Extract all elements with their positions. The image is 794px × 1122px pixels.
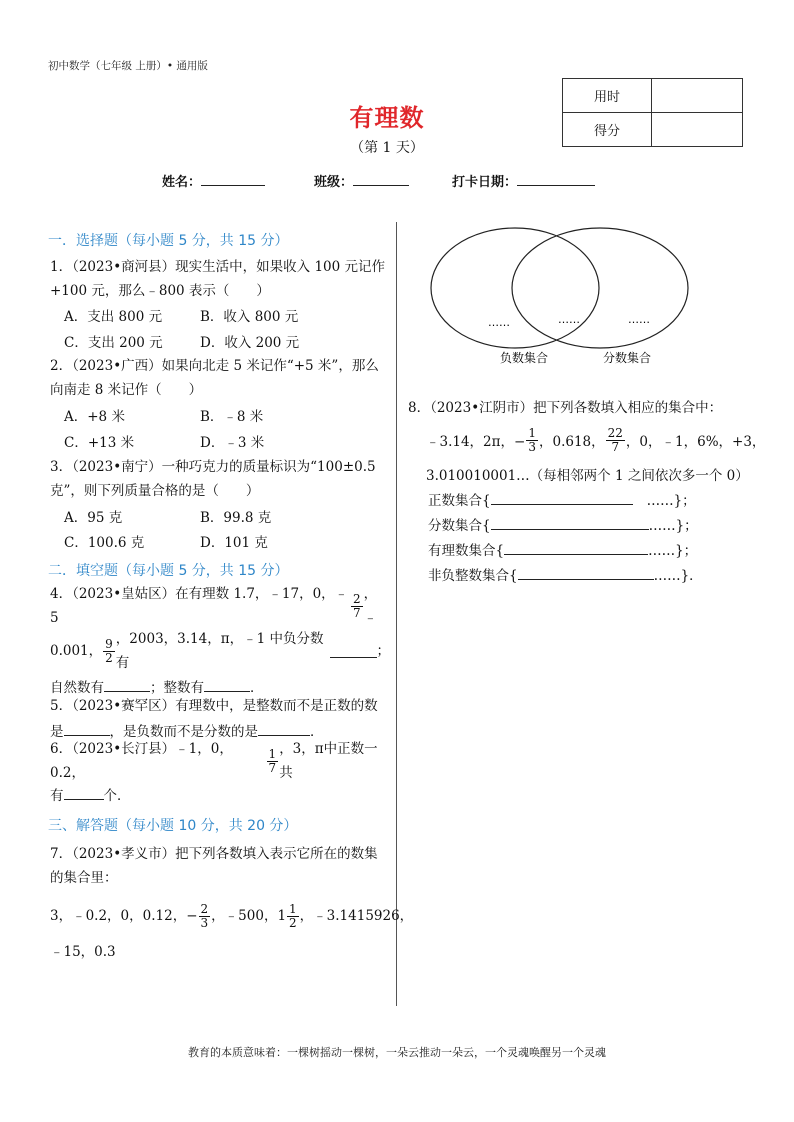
q2-option-c[interactable]: C．+13 米: [64, 435, 135, 451]
q4-blank-neg-fraction[interactable]: [330, 644, 376, 658]
q1-option-a[interactable]: A．支出 800 元: [64, 309, 163, 325]
question-1: [50, 255, 390, 303]
footer-quote: 教育的本质意味着：一棵树摇动一棵树，一朵云推动一朵云，一个灵魂唤醒另一个灵魂: [188, 1046, 606, 1059]
q4-fraction-9-2: [103, 638, 115, 665]
venn-circle-negative: [431, 228, 599, 348]
q1-option-d[interactable]: D．收入 200 元: [200, 335, 300, 351]
q3-option-a[interactable]: A．95 克: [64, 510, 123, 526]
q2-stem-line2: 向南走 8 米记作（ ）: [50, 382, 203, 398]
q6-text: 有: [50, 788, 64, 804]
section-fill: 二．填空题（每小题 5 分，共 15 分）: [48, 563, 289, 579]
q8-line2: [426, 420, 765, 460]
q4-blank-natural[interactable]: [104, 678, 150, 692]
venn-dots-right: ……: [628, 313, 650, 326]
q3-option-d[interactable]: D．101 克: [200, 535, 268, 551]
venn-label-fraction: 分数集合: [603, 351, 652, 365]
question-2: [50, 354, 390, 402]
q7-fraction-2-3: [199, 903, 211, 930]
class-field[interactable]: [314, 171, 409, 190]
q6-text: ，3，π中正数一共: [279, 741, 378, 781]
q7-text: 3，﹣0.2，0，0.12，−: [50, 908, 198, 924]
q1-option-b[interactable]: B．收入 800 元: [200, 309, 299, 325]
question-4: [50, 588, 390, 700]
q5-text: 是: [50, 724, 64, 740]
venn-dots-left: ……: [488, 316, 510, 329]
q6-fraction-1-7: [267, 748, 279, 775]
frac-den: 3: [528, 439, 536, 454]
q6-line1: [50, 742, 390, 780]
set-positive: [428, 489, 696, 509]
frac-den: 2: [105, 650, 113, 665]
q8-fraction-1-3: [526, 427, 538, 454]
set-rational: [428, 539, 697, 559]
q8-text: ，0.618，: [538, 434, 605, 450]
set-positive-label: 正数集合{: [428, 493, 491, 509]
date-label: 打卡日期：: [452, 175, 518, 190]
q8-line1: 8．（2023•江阴市）把下列各数填入相应的集合中：: [408, 400, 723, 416]
set-nonneg-integer: [428, 564, 703, 584]
page-title: 有理数: [349, 103, 425, 132]
class-label: 班级：: [314, 175, 354, 190]
q7-text: ，﹣500，1: [211, 908, 287, 924]
name-field[interactable]: [162, 171, 265, 190]
column-divider: [396, 222, 397, 1006]
q6-line2: [50, 784, 390, 808]
set-positive-end: ……}；: [646, 493, 696, 509]
score-label: 得分: [563, 113, 652, 147]
q4-blank-integer[interactable]: [204, 678, 250, 692]
q4-line2: [50, 632, 390, 670]
frac-den: 2: [289, 915, 297, 930]
q4-line1: [50, 588, 390, 624]
q8-fraction-22-7: [606, 427, 625, 454]
q5-blank-1[interactable]: [64, 722, 110, 736]
q1-stem-line2: +100 元，那么﹣800 表示（ ）: [50, 283, 270, 299]
set-fraction-input[interactable]: [491, 516, 649, 530]
frac-num: 22: [607, 425, 623, 440]
q5-blank-2[interactable]: [258, 722, 310, 736]
q4-text: ；整数有: [150, 680, 204, 696]
set-rational-input[interactable]: [504, 541, 648, 555]
venn-dots-middle: ……: [558, 313, 580, 326]
q2-stem-line1: 2．（2023•广西）如果向北走 5 米记作“+5 米”，那么: [50, 358, 379, 374]
frac-den: 7: [352, 605, 361, 620]
frac-den: 3: [200, 915, 209, 930]
q8-text: ，0，﹣1，6%，+3，: [625, 434, 766, 450]
frac-num: 1: [268, 746, 277, 761]
q3-option-c[interactable]: C．100.6 克: [64, 535, 145, 551]
q6-blank[interactable]: [64, 786, 104, 800]
q4-text: ，﹣: [363, 586, 378, 626]
q6-text: 个．: [103, 788, 131, 804]
q1-option-c[interactable]: C．支出 200 元: [64, 335, 163, 351]
q4-text: ．: [250, 680, 264, 696]
q7-line3: [50, 896, 414, 936]
frac-num: 1: [528, 425, 536, 440]
q3-option-b[interactable]: B．99.8 克: [200, 510, 272, 526]
q7-line4: ﹣15，0.3: [50, 944, 116, 960]
section-answer: 三、解答题（每小题 10 分，共 20 分）: [48, 818, 298, 834]
question-6: [50, 742, 390, 808]
frac-den: 7: [268, 760, 277, 775]
question-3: [50, 455, 390, 503]
q4-fraction-2-7: [351, 593, 363, 620]
set-nonneg-integer-input[interactable]: [518, 566, 654, 580]
set-fraction-end: ……}；: [648, 518, 698, 534]
venn-diagram: [420, 222, 720, 372]
q7-line1: 7．（2023•孝义市）把下列各数填入表示它所在的数集: [50, 846, 378, 862]
set-fraction-label: 分数集合{: [428, 518, 491, 534]
set-fraction: [428, 514, 698, 534]
q4-text: 自然数有: [50, 680, 104, 696]
set-nonneg-integer-label: 非负整数集合{: [428, 568, 518, 584]
page-subtitle: （第 1 天）: [350, 140, 424, 156]
question-7: [50, 842, 414, 964]
q5-text: ．: [310, 724, 324, 740]
q4-text: ；: [376, 643, 390, 659]
q3-stem-line2: 克”，则下列质量合格的是（ ）: [50, 483, 260, 499]
frac-num: 1: [289, 901, 297, 916]
q7-line2: 的集合里：: [50, 870, 118, 886]
venn-label-negative: 负数集合: [500, 351, 549, 365]
set-rational-end: ……}；: [648, 543, 698, 559]
section-choice: 一．选择题（每小题 5 分，共 15 分）: [48, 233, 289, 249]
q7-text: ，﹣3.1415926，: [299, 908, 414, 924]
q6-text: 6．（2023•长汀县）﹣1，0，0.2，: [50, 741, 233, 781]
course-header: 初中数学（七年级 上册）• 通用版: [48, 60, 208, 72]
set-nonneg-integer-end: ……}．: [653, 568, 703, 584]
set-positive-input[interactable]: [491, 491, 633, 505]
q2-option-b[interactable]: B．﹣8 米: [200, 409, 264, 425]
q1-stem-line1: 1．（2023•商河县）现实生活中，如果收入 100 元记作: [50, 259, 386, 275]
q5-text: ，是负数而不是分数的是: [109, 724, 258, 740]
set-rational-label: 有理数集合{: [428, 543, 505, 559]
q2-option-a[interactable]: A．+8 米: [64, 409, 125, 425]
venn-circle-fraction: [512, 228, 688, 348]
frac-den: 7: [611, 439, 620, 454]
q5-line1: 5．（2023•赛罕区）有理数中，是整数而不是正数的数: [50, 698, 378, 714]
q8-text: ﹣3.14，2π，−: [426, 434, 526, 450]
frac-num: 9: [105, 636, 113, 651]
q4-text: 4．（2023•皇姑区）在有理数 1.7，﹣17，0，﹣5: [50, 586, 349, 626]
time-label: 用时: [563, 79, 652, 113]
q4-text: ，2003，3.14，π，﹣1 中负分数有: [115, 631, 324, 671]
q7-fraction-1-2: [287, 903, 299, 930]
frac-num: 2: [352, 591, 361, 606]
q8-line3: 3.010010001…（每相邻两个 1 之间依次多一个 0）: [426, 468, 749, 484]
name-label: 姓名：: [162, 175, 202, 190]
q4-text: 0.001，: [50, 643, 103, 659]
q2-option-d[interactable]: D．﹣3 米: [200, 435, 265, 451]
date-field[interactable]: [452, 171, 595, 190]
frac-num: 2: [200, 901, 209, 916]
q3-stem-line1: 3．（2023•南宁）一种巧克力的质量标识为“100±0.5: [50, 459, 376, 475]
